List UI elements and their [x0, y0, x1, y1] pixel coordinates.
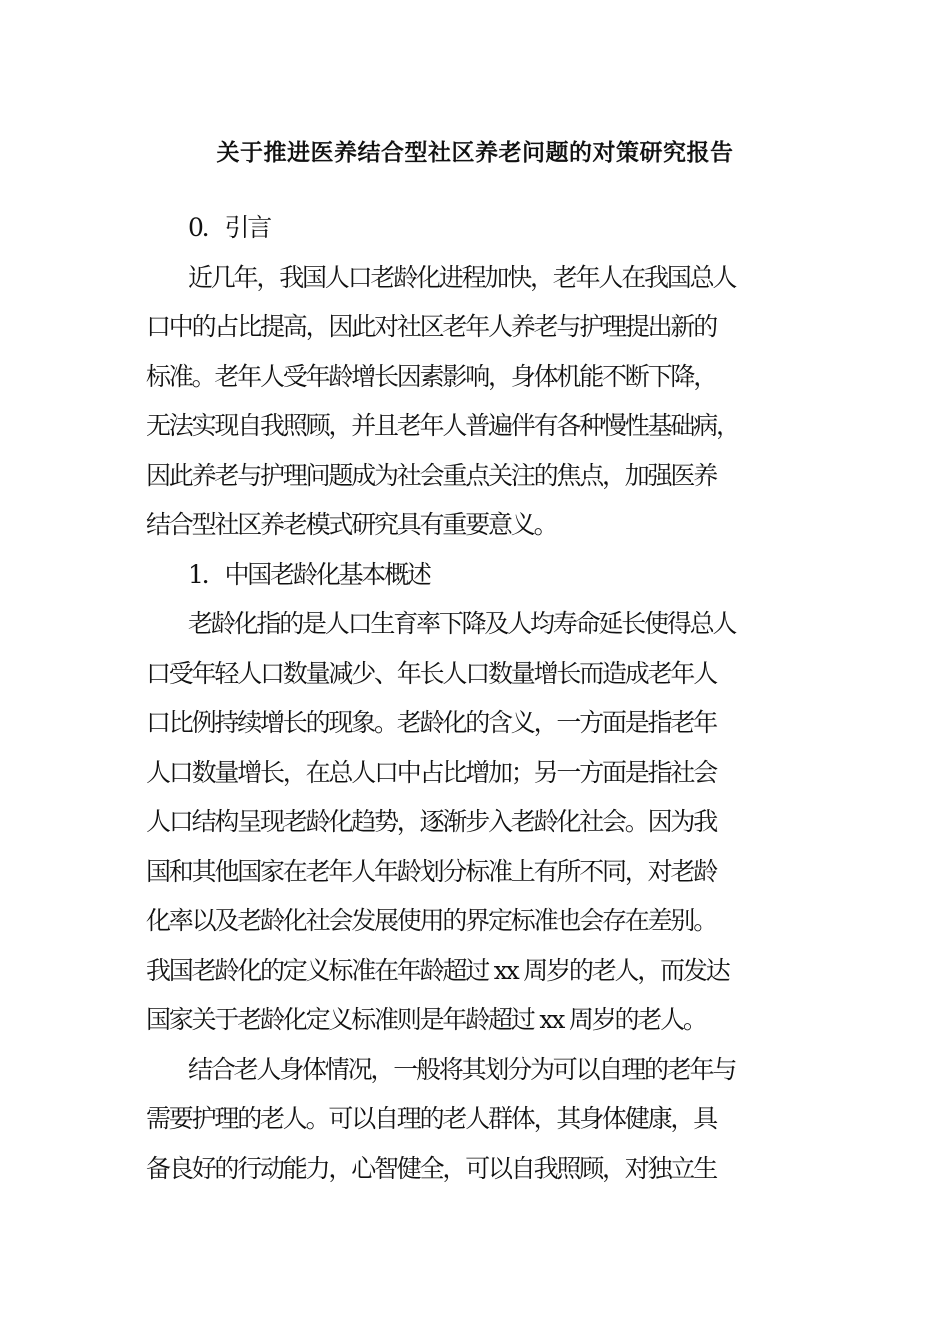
text-line: 需要护理的老人。可以自理的老人群体，其身体健康，具 — [146, 1104, 717, 1133]
document-body — [146, 203, 806, 1193]
text-line: 结合型社区养老模式研究具有重要意义。 — [146, 510, 557, 539]
text-line: 口受年轻人口数量减少、年长人口数量增长而造成老年人 — [146, 658, 717, 688]
text-line: 口比例持续增长的现象。老龄化的含义，一方面是指老年 — [146, 708, 717, 737]
text-line: 标准。老年人受年龄增长因素影响，身体机能不断下降， — [146, 361, 717, 391]
text-line: 结合老人身体情况，一般将其划分为可以自理的老年与 — [188, 1054, 736, 1084]
text-line: 1．中国老龄化基本概述 — [188, 559, 430, 589]
text-line: 备良好的行动能力，心智健全，可以自我照顾，对独立生 — [146, 1153, 717, 1183]
text-line: 国家关于老龄化定义标准则是年龄超过 xx 周岁的老人。 — [146, 1005, 706, 1034]
text-line: 国和其他国家在老年人年龄划分标准上有所不同，对老龄 — [146, 856, 717, 886]
text-line: 人口结构呈现老龄化趋势，逐渐步入老龄化社会。因为我 — [146, 807, 717, 836]
text-line: 化率以及老龄化社会发展使用的界定标准也会存在差别。 — [146, 906, 717, 935]
text-line: 人口数量增长，在总人口中占比增加；另一方面是指社会 — [146, 757, 717, 787]
text-line: 口中的占比提高，因此对社区老年人养老与护理提出新的 — [146, 312, 717, 341]
text-line: 老龄化指的是人口生育率下降及人均寿命延长使得总人 — [188, 609, 736, 638]
text-line: 我国老龄化的定义标准在年龄超过 xx 周岁的老人，而发达 — [146, 955, 729, 985]
document-title: 关于推进医养结合型社区养老问题的对策研究报告 — [216, 139, 734, 166]
text-line: 0．引言 — [188, 213, 271, 242]
text-line: 近几年，我国人口老龄化进程加快，老年人在我国总人 — [188, 262, 736, 292]
text-line: 因此养老与护理问题成为社会重点关注的焦点，加强医养 — [146, 460, 717, 490]
text-line: 无法实现自我照顾，并且老年人普遍伴有各种慢性基础病， — [146, 411, 739, 440]
